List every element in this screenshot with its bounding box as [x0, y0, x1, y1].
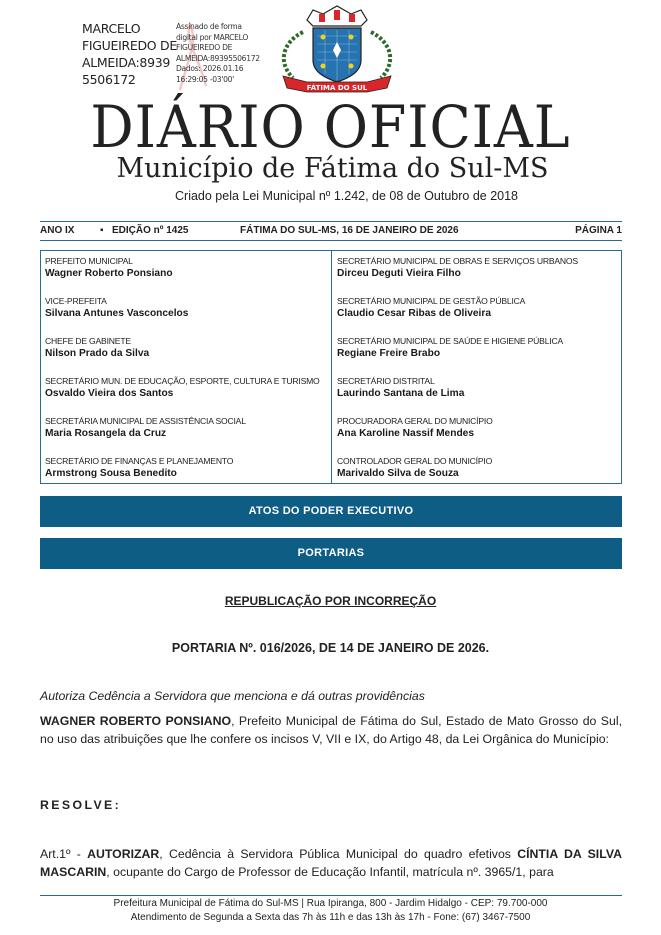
section-header-portarias: PORTARIAS: [40, 538, 622, 569]
official-entry: [45, 376, 330, 416]
signer-line: FIGUEIREDO DE: [82, 38, 177, 53]
official-role: SECRETÁRIO DISTRITAL: [337, 376, 435, 386]
official-role: SECRETÁRIO MUN. DE EDUCAÇÃO, ESPORTE, CULTURA E TURISMO: [45, 376, 320, 386]
signer-line: ALMEIDA:8939: [82, 55, 171, 70]
article-1: [40, 845, 622, 881]
official-name: Nilson Prado da Silva: [45, 348, 150, 359]
footer-address: Prefeitura Municipal de Fátima do Sul-MS | Rua Ipiranga, 800 - Jardim Hidalgo - CEP: 79.700-000: [113, 898, 548, 909]
footer-hours-phone: Atendimento de Segunda a Sexta das 7h às 11h e das 13h às 17h - Fone: (67) 3467-7500: [130, 911, 531, 923]
official-entry: [337, 336, 622, 376]
official-name: Maria Rosangela da Cruz: [45, 428, 167, 439]
article-text: , Cedência à Servidora Pública Municipal do quadro efetivos: [159, 847, 518, 861]
signer-line: MARCELO: [82, 21, 141, 36]
municipality-subtitle: Município de Fátima do Sul-MS: [116, 153, 549, 184]
official-role: SECRETÁRIO DE FINANÇAS E PLANEJAMENTO: [45, 456, 234, 466]
edition-number: EDIÇÃO nº 1425: [112, 225, 189, 236]
section-header-executive-acts: ATOS DO PODER EXECUTIVO: [40, 496, 622, 527]
signature-detail-line: Dados: 2026.01.16: [176, 64, 244, 73]
page-footer: [0, 897, 661, 924]
republish-notice: REPUBLICAÇÃO POR INCORREÇÃO: [224, 594, 437, 608]
official-entry: [337, 376, 622, 416]
edition-year: ANO IX: [40, 225, 75, 236]
edition-bar: [40, 221, 622, 241]
signature-detail-line: digital por MARCELO: [176, 32, 248, 42]
portaria-title: PORTARIA Nº. 016/2026, DE 14 DE JANEIRO DE 2026.: [171, 641, 490, 655]
article-prefix: Art.1º -: [40, 847, 88, 861]
official-role: SECRETÁRIO MUNICIPAL DE GESTÃO PÚBLICA: [337, 296, 526, 306]
official-role: SECRETÁRIO MUNICIPAL DE SAÚDE E HIGIENE PÚBLICA: [337, 336, 564, 346]
page-number: PÁGINA 1: [575, 225, 622, 236]
officials-left-column: [45, 256, 330, 496]
column-divider: [331, 251, 332, 483]
official-name: Regiane Freire Brabo: [337, 348, 441, 359]
coat-of-arms-icon: [263, 2, 411, 94]
signature-detail-line: FIGUEIREDO DE: [176, 43, 233, 52]
official-name: Armstrong Sousa Benedito: [45, 468, 177, 479]
official-name: Claudio Cesar Ribas de Oliveira: [337, 308, 492, 319]
official-role: SECRETÁRIO MUNICIPAL DE OBRAS E SERVIÇOS URBANOS: [337, 256, 578, 266]
signer-name: [82, 20, 177, 88]
official-role: PROCURADORA GERAL DO MUNICÍPIO: [337, 416, 493, 426]
portaria-preamble: [40, 712, 622, 748]
resolve-heading: RESOLVE:: [40, 798, 122, 812]
preamble-text: , Prefeito Municipal de Fátima do Sul, Estado de Mato Grosso do Sul, no uso das atribuições que lhe confere os incisos V, VII e IX, do Artigo 48, da Lei Orgânica do Município:: [40, 714, 622, 746]
official-name: Silvana Antunes Vasconcelos: [45, 308, 189, 319]
official-entry: [337, 296, 622, 336]
official-name: Wagner Roberto Ponsiano: [45, 268, 173, 279]
portaria-summary: Autoriza Cedência a Servidora que menciona e dá outras providências: [40, 689, 425, 703]
mayor-name: WAGNER ROBERTO PONSIANO: [40, 714, 232, 728]
signature-detail-line: ALMEIDA:89395506172: [176, 53, 260, 63]
digital-signature: [82, 20, 282, 92]
official-entry: [337, 256, 622, 296]
official-role: CONTROLADOR GERAL DO MUNICÍPIO: [337, 456, 493, 466]
officials-directory: [40, 250, 622, 484]
official-role: VICE-PREFEITA: [45, 296, 107, 306]
official-entry: [45, 416, 330, 456]
official-role: SECRETÁRIA MUNICIPAL DE ASSISTÊNCIA SOCIAL: [45, 416, 246, 426]
official-name: Dirceu Deguti Vieira Filho: [337, 268, 461, 279]
signature-detail-line: Assinado de forma: [176, 22, 242, 31]
official-name: Ana Karoline Nassif Mendes: [337, 428, 475, 439]
official-entry: [45, 456, 330, 496]
signer-line: 5506172: [82, 72, 136, 87]
separator-bullet-icon: ▪: [100, 225, 104, 236]
article-text-rest: , ocupante do Cargo de Professor de Educação Infantil, matrícula nº. 3965/1, para: [106, 865, 554, 879]
official-entry: [337, 416, 622, 456]
signature-details: [176, 22, 260, 85]
official-entry: [337, 456, 622, 496]
official-role: PREFEITO MUNICIPAL: [45, 256, 133, 266]
officials-right-column: [337, 256, 622, 496]
article-verb: AUTORIZAR: [87, 847, 160, 861]
footer-divider: [40, 895, 622, 896]
svg-text:FÁTIMA DO SUL: FÁTIMA DO SUL: [306, 84, 368, 92]
official-name: Laurindo Santana de Lima: [337, 388, 465, 399]
official-entry: [45, 336, 330, 376]
official-name: Osvaldo Vieira dos Santos: [45, 388, 174, 399]
official-name: Marivaldo Silva de Souza: [337, 468, 459, 479]
official-entry: [45, 256, 330, 296]
official-entry: [45, 296, 330, 336]
official-role: CHEFE DE GABINETE: [45, 336, 131, 346]
creation-law: Criado pela Lei Municipal nº 1.242, de 08 de Outubro de 2018: [175, 189, 518, 203]
employee-name: CÍNTIA DA SILVA MASCARIN: [40, 847, 622, 879]
signature-detail-line: 16:29:05 -03'00': [176, 74, 234, 84]
newspaper-title: DIÁRIO OFICIAL: [90, 93, 571, 161]
edition-place-date: FÁTIMA DO SUL-MS, 16 DE JANEIRO DE 2026: [240, 225, 459, 236]
